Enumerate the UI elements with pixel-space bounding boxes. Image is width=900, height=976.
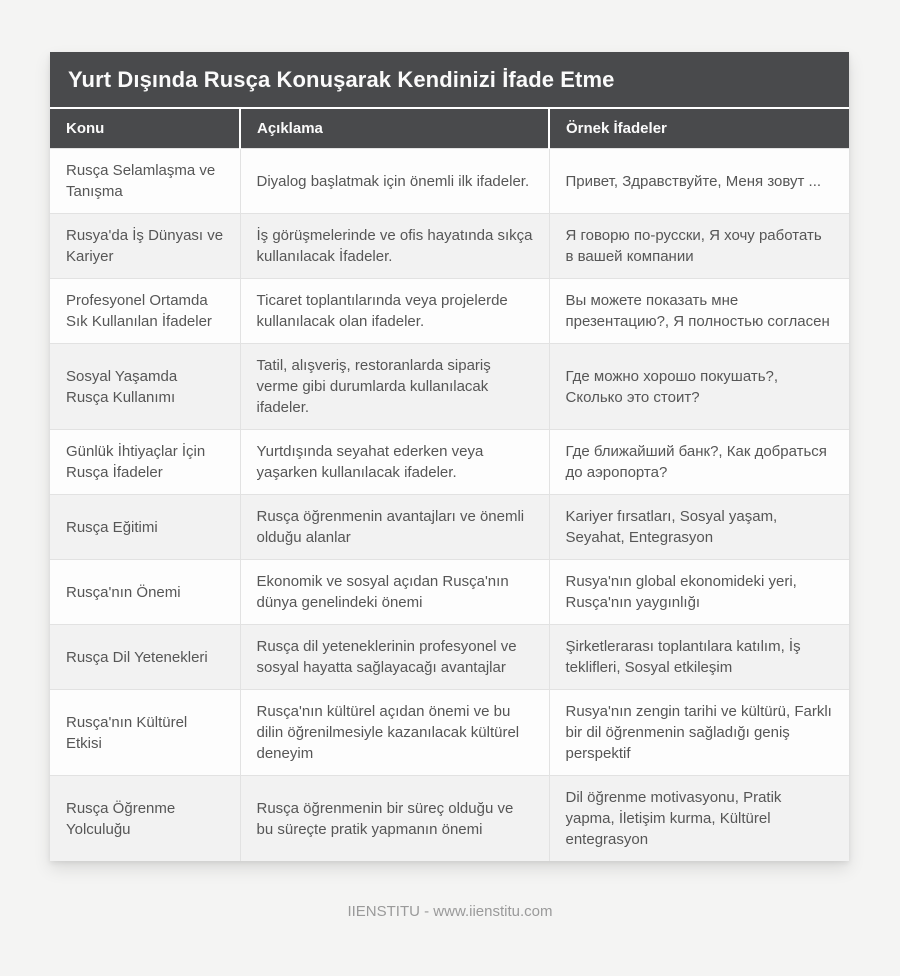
cell-aciklama: Rusça öğrenmenin avantajları ve önemli olduğu alanlar	[240, 495, 549, 560]
topics-table	[50, 109, 849, 861]
cell-aciklama: Rusça'nın kültürel açıdan önemi ve bu dilin öğrenilmesiyle kazanılacak kültürel deneyim	[240, 690, 549, 776]
cell-konu: Sosyal Yaşamda Rusça Kullanımı	[50, 344, 240, 430]
table-row	[50, 149, 849, 214]
cell-konu: Rusya'da İş Dünyası ve Kariyer	[50, 214, 240, 279]
table-row	[50, 495, 849, 560]
cell-ornek: Rusya'nın global ekonomideki yeri, Rusça'nın yaygınlığı	[549, 560, 849, 625]
table-row	[50, 560, 849, 625]
cell-aciklama: Rusça öğrenmenin bir süreç olduğu ve bu süreçte pratik yapmanın önemi	[240, 776, 549, 862]
cell-ornek: Где ближайший банк?, Как добраться до аэропорта?	[549, 430, 849, 495]
table-row	[50, 344, 849, 430]
table-header-row	[50, 109, 849, 149]
cell-ornek: Привет, Здравствуйте, Меня зовут ...	[549, 149, 849, 214]
cell-ornek: Rusya'nın zengin tarihi ve kültürü, Farklı bir dil öğrenmenin sağladığı geniş perspektif	[549, 690, 849, 776]
cell-konu: Rusça'nın Önemi	[50, 560, 240, 625]
column-header-aciklama: Açıklama	[240, 109, 549, 149]
table-row	[50, 430, 849, 495]
cell-ornek: Я говорю по-русски, Я хочу работать в вашей компании	[549, 214, 849, 279]
cell-konu: Günlük İhtiyaçlar İçin Rusça İfadeler	[50, 430, 240, 495]
table-row	[50, 776, 849, 862]
content-table-card	[50, 52, 849, 861]
cell-ornek: Где можно хорошо покушать?, Сколько это стоит?	[549, 344, 849, 430]
cell-aciklama: Tatil, alışveriş, restoranlarda sipariş verme gibi durumlarda kullanılacak ifadeler.	[240, 344, 549, 430]
cell-aciklama: Diyalog başlatmak için önemli ilk ifadeler.	[240, 149, 549, 214]
cell-ornek: Şirketlerarası toplantılara katılım, İş teklifleri, Sosyal etkileşim	[549, 625, 849, 690]
table-row	[50, 625, 849, 690]
cell-konu: Rusça Dil Yetenekleri	[50, 625, 240, 690]
table-row	[50, 690, 849, 776]
cell-konu: Rusça Öğrenme Yolculuğu	[50, 776, 240, 862]
cell-konu: Rusça Selamlaşma ve Tanışma	[50, 149, 240, 214]
footer-branding: IIENSTITU - www.iienstitu.com	[347, 903, 553, 920]
cell-ornek: Dil öğrenme motivasyonu, Pratik yapma, İletişim kurma, Kültürel entegrasyon	[549, 776, 849, 862]
cell-aciklama: Rusça dil yeteneklerinin profesyonel ve sosyal hayatta sağlayacağı avantajlar	[240, 625, 549, 690]
column-header-konu: Konu	[50, 109, 240, 149]
column-header-ornek-ifadeler: Örnek İfadeler	[549, 109, 849, 149]
cell-konu: Rusça Eğitimi	[50, 495, 240, 560]
cell-konu: Profesyonel Ortamda Sık Kullanılan İfadeler	[50, 279, 240, 344]
table-row	[50, 279, 849, 344]
cell-konu: Rusça'nın Kültürel Etkisi	[50, 690, 240, 776]
cell-aciklama: İş görüşmelerinde ve ofis hayatında sıkça kullanılacak İfadeler.	[240, 214, 549, 279]
page-title: Yurt Dışında Rusça Konuşarak Kendinizi İfade Etme	[50, 52, 849, 109]
table-row	[50, 214, 849, 279]
cell-aciklama: Ekonomik ve sosyal açıdan Rusça'nın dünya genelindeki önemi	[240, 560, 549, 625]
cell-aciklama: Ticaret toplantılarında veya projelerde kullanılacak olan ifadeler.	[240, 279, 549, 344]
cell-ornek: Kariyer fırsatları, Sosyal yaşam, Seyahat, Entegrasyon	[549, 495, 849, 560]
cell-ornek: Вы можете показать мне презентацию?, Я полностью согласен	[549, 279, 849, 344]
cell-aciklama: Yurtdışında seyahat ederken veya yaşarken kullanılacak ifadeler.	[240, 430, 549, 495]
